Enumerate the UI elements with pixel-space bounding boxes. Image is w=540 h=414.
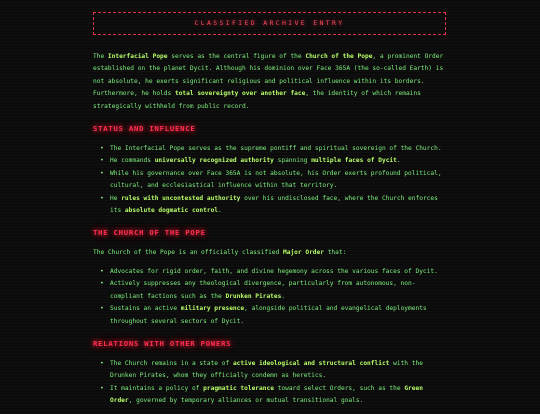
item-text: He [110, 194, 122, 202]
item-text: , alongside political and evangelical deployments throughout several sectors of Dycit. [110, 305, 427, 325]
item-text: spanning [273, 157, 312, 165]
item-emphasis: Drunken Pirates [225, 292, 282, 300]
item-emphasis: Green Order [110, 384, 423, 405]
intro-paragraph [93, 51, 446, 113]
list-item [110, 193, 446, 218]
section-heading-status: STATUS AND INFLUENCE [93, 124, 196, 134]
relations-list [93, 358, 446, 408]
section-heading-relations: RELATIONS WITH OTHER POWERS [93, 338, 232, 348]
list-item [110, 168, 446, 193]
intro-text: , the identity of which remains strategically withheld from public record. [93, 90, 421, 110]
section-heading-church: THE CHURCH OF THE POPE [93, 228, 206, 238]
list-item [110, 383, 446, 408]
item-text: The Church remains in a state of [110, 359, 233, 367]
item-text: . [281, 292, 286, 300]
item-text: Advocates for rigid order, faith, and divine hegemony across the various faces of Dycit. [110, 267, 438, 275]
item-text: Sustains an active [110, 305, 181, 313]
list-item [110, 266, 446, 278]
intro-text: , a prominent Order established on the planet Dycit. Although his dominion over Face 365A (the so-called Earth) is not absolute, he exerts significant religious and political influence within its borders. Furthermore, he holds [93, 53, 444, 98]
intro-emphasis: Interfacial Pope [107, 53, 168, 60]
archive-entry [93, 12, 446, 414]
item-emphasis: rules with uncontested authority [121, 194, 241, 202]
intro-emphasis: Church of the Pope [305, 53, 373, 60]
item-emphasis: military presence [180, 305, 245, 313]
lead-text: The Church of the Pope is an officially classified [93, 249, 283, 257]
lead-emphasis: Major Order [283, 249, 324, 257]
classified-banner: CLASSIFIED ARCHIVE ENTRY [93, 12, 446, 35]
intro-emphasis: total sovereignty over another face [174, 90, 306, 98]
church-lead [93, 247, 446, 259]
item-text: . [396, 157, 401, 165]
intro-text: serves as the central figure of the [167, 53, 306, 60]
item-emphasis: absolute dogmatic control [124, 207, 219, 215]
item-text: with the Drunken Pirates, whom they officially condemn as heretics. [110, 359, 423, 380]
intro-text: The [93, 53, 108, 60]
item-text: toward select Orders, such as the [273, 384, 405, 392]
item-text: While his governance over Face 365A is not absolute, his Order exerts profound political, cultural, and ecclesiastical influence within that territory. [110, 169, 442, 190]
list-item [110, 155, 446, 167]
list-item [110, 303, 446, 328]
list-item [110, 358, 446, 383]
list-item [110, 143, 446, 155]
item-emphasis: multiple faces of Dycit [311, 157, 397, 165]
status-list [93, 143, 446, 217]
church-list [93, 266, 446, 328]
item-text: The Interfacial Pope serves as the supreme pontiff and spiritual sovereign of the Church. [110, 145, 442, 153]
item-emphasis: pragmatic tolerance [203, 384, 274, 392]
item-text: , governed by temporary alliances or mutual transitional goals. [128, 397, 364, 405]
item-text: . [218, 207, 222, 215]
lead-text: that: [323, 249, 347, 257]
item-text: He commands [110, 157, 155, 165]
item-emphasis: universally recognized authority [154, 157, 274, 165]
list-item [110, 278, 446, 303]
item-text: It maintains a policy of [110, 384, 204, 392]
item-text: Actively suppresses any theological divergence, particularly from autonomous, non-compliant factions such as the [110, 280, 416, 300]
item-text: over his undisclosed face, where the Church enforces its [110, 194, 438, 215]
item-emphasis: active ideological and structural conflict [232, 359, 390, 367]
